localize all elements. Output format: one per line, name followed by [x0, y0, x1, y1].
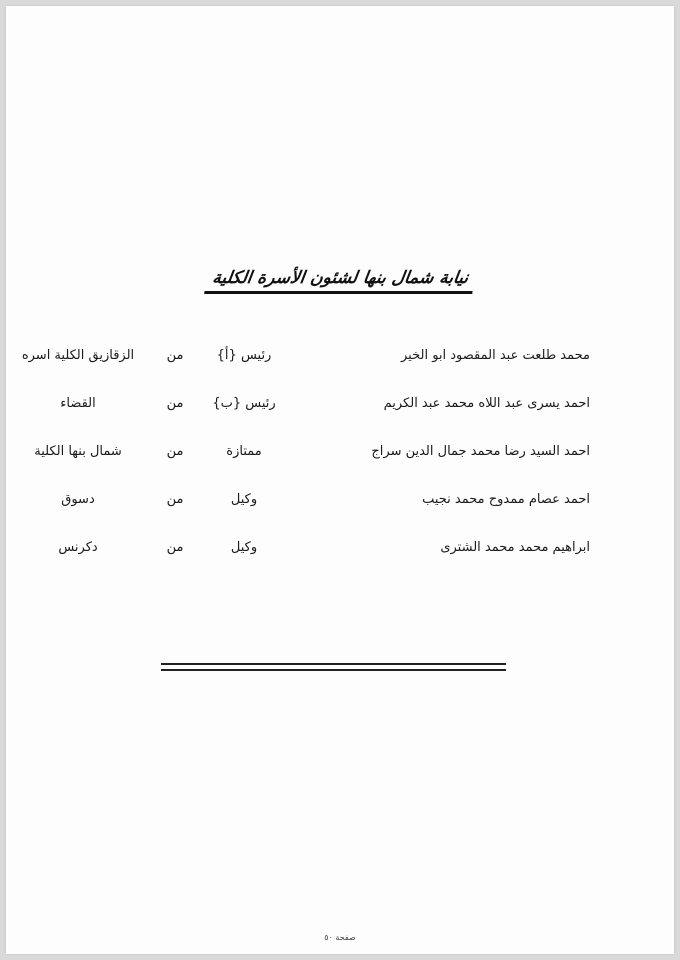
origin-place: دكرنس [58, 540, 98, 555]
origin-place: دسوق [61, 492, 95, 507]
list-item [6, 392, 674, 440]
page-title-text: نيابة شمال بنها لشئون الأسرة الكلية [204, 268, 475, 294]
from-label: من [166, 444, 184, 459]
member-name: محمد طلعت عبد المقصود ابو الخير [401, 348, 590, 363]
member-name: احمد عصام ممدوح محمد نجيب [422, 492, 590, 507]
from-label: من [166, 492, 184, 507]
divider-rule [161, 663, 506, 665]
assignment-list [6, 344, 674, 584]
list-item [6, 440, 674, 488]
page-number: صفحة ٥٠ [324, 933, 356, 942]
page-title [6, 268, 674, 294]
origin-place: شمال بنها الكلية [34, 444, 122, 459]
member-rank: وكيل [230, 540, 258, 555]
list-item [6, 344, 674, 392]
member-rank: ممتازة [226, 444, 262, 459]
member-name: احمد يسرى عبد اللاه محمد عبد الكريم [383, 396, 590, 411]
divider-rule [161, 669, 506, 671]
list-item [6, 488, 674, 536]
document-page [6, 6, 674, 954]
from-label: من [166, 540, 184, 555]
member-rank: رئيس {ب} [212, 396, 276, 411]
member-name: احمد السيد رضا محمد جمال الدين سراج [371, 444, 590, 459]
member-name: ابراهيم محمد محمد الشترى [440, 540, 590, 555]
member-rank: وكيل [230, 492, 258, 507]
origin-place: القضاء [60, 396, 96, 411]
member-rank: رئيس {أ} [216, 348, 272, 363]
from-label: من [166, 396, 184, 411]
origin-place: الزقازيق الكلية اسره [21, 348, 135, 363]
list-item [6, 536, 674, 584]
from-label: من [166, 348, 184, 363]
